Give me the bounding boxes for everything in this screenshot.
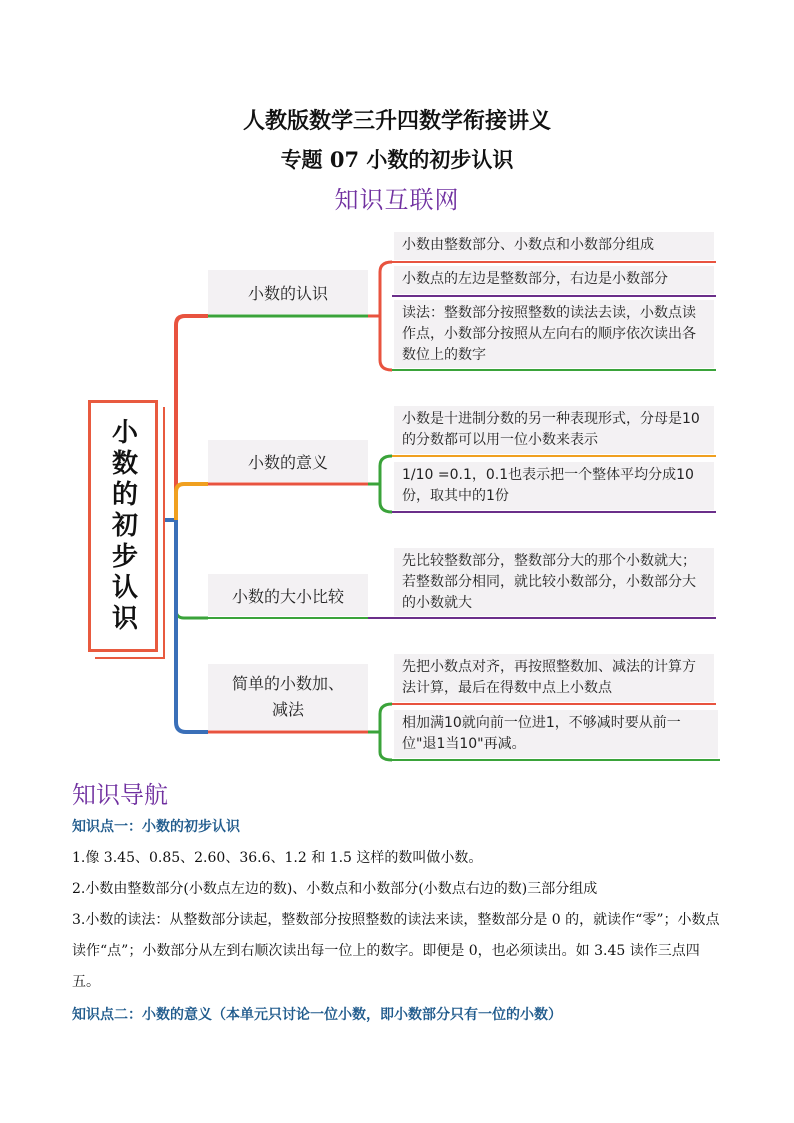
leaf-item: 1/10 =0.1，0.1也表示把一个整体平均分成10份，取其中的1份	[394, 462, 714, 510]
section-title-navigation: 知识导航	[72, 781, 168, 809]
spine-blue	[176, 520, 208, 732]
section-title-knowledge-map: 知识互联网	[334, 186, 460, 214]
branch-label: 小数的大小比较	[231, 586, 344, 606]
leaf-item: 先把小数点对齐，再按照整数加、减法的计算方法计算，最后在得数中点上小数点	[394, 654, 714, 702]
leaf-item: 小数点的左边是整数部分，右边是小数部分	[394, 266, 714, 294]
leaf-item: 先比较整数部分，整数部分大的那个小数就大；若整数部分相同，就比较小数部分，小数部分大的小数就大	[394, 548, 714, 616]
guide-item-2: 2.小数由整数部分(小数点左边的数)、小数点和小数部分(小数点右边的数)三部分组成	[72, 881, 598, 897]
leaf-item: 相加满10就向前一位进1，不够减时要从前一位"退1当10"再减。	[394, 710, 718, 758]
branch-comparison	[208, 574, 368, 616]
branch-add-subtract	[208, 664, 368, 730]
knowledge-point-2-heading: 知识点二：小数的意义（本单元只讨论一位小数，即小数部分只有一位的小数）	[72, 1007, 562, 1023]
branch-label: 小数的意义	[247, 452, 328, 472]
guide-item-3: 3.小数的读法：从整数部分读起，整数部分按照整数的读法来读，整数部分是 0 的，就读作“零”；小数点读作“点”；小数部分从左到右顺次读出每一位上的数字。即便是 0，也必须读出。如 3.45 读作三点四五。	[72, 912, 720, 990]
branch-label: 简单的小数加、减法	[231, 674, 344, 719]
branch-label: 小数的认识	[247, 283, 328, 303]
leaf-item: 小数是十进制分数的另一种表现形式，分母是10的分数都可以用一位小数来表示	[394, 406, 714, 454]
document-title: 人教版数学三升四数学衔接讲义	[242, 108, 551, 134]
spine-orange	[176, 484, 208, 520]
mindmap-root-label: 小数的初步认识	[107, 417, 138, 635]
branch-recognition	[208, 270, 368, 314]
branch-meaning	[208, 440, 368, 482]
document-subtitle: 专题 07 小数的初步认识	[280, 147, 514, 172]
leaf-item: 小数由整数部分、小数点和小数部分组成	[394, 232, 714, 260]
guide-item-1: 1.像 3.45、0.85、2.60、36.6、1.2 和 1.5 这样的数叫做小数。	[72, 850, 483, 866]
spine-red	[176, 316, 208, 520]
knowledge-point-1-heading: 知识点一：小数的初步认识	[72, 819, 240, 835]
leaf-item: 读法：整数部分按照整数的读法去读，小数点读作点，小数部分按照从左向右的顺序依次读出各数位上的数字	[394, 300, 714, 368]
mindmap-root	[88, 400, 158, 652]
spine-green	[176, 520, 208, 618]
